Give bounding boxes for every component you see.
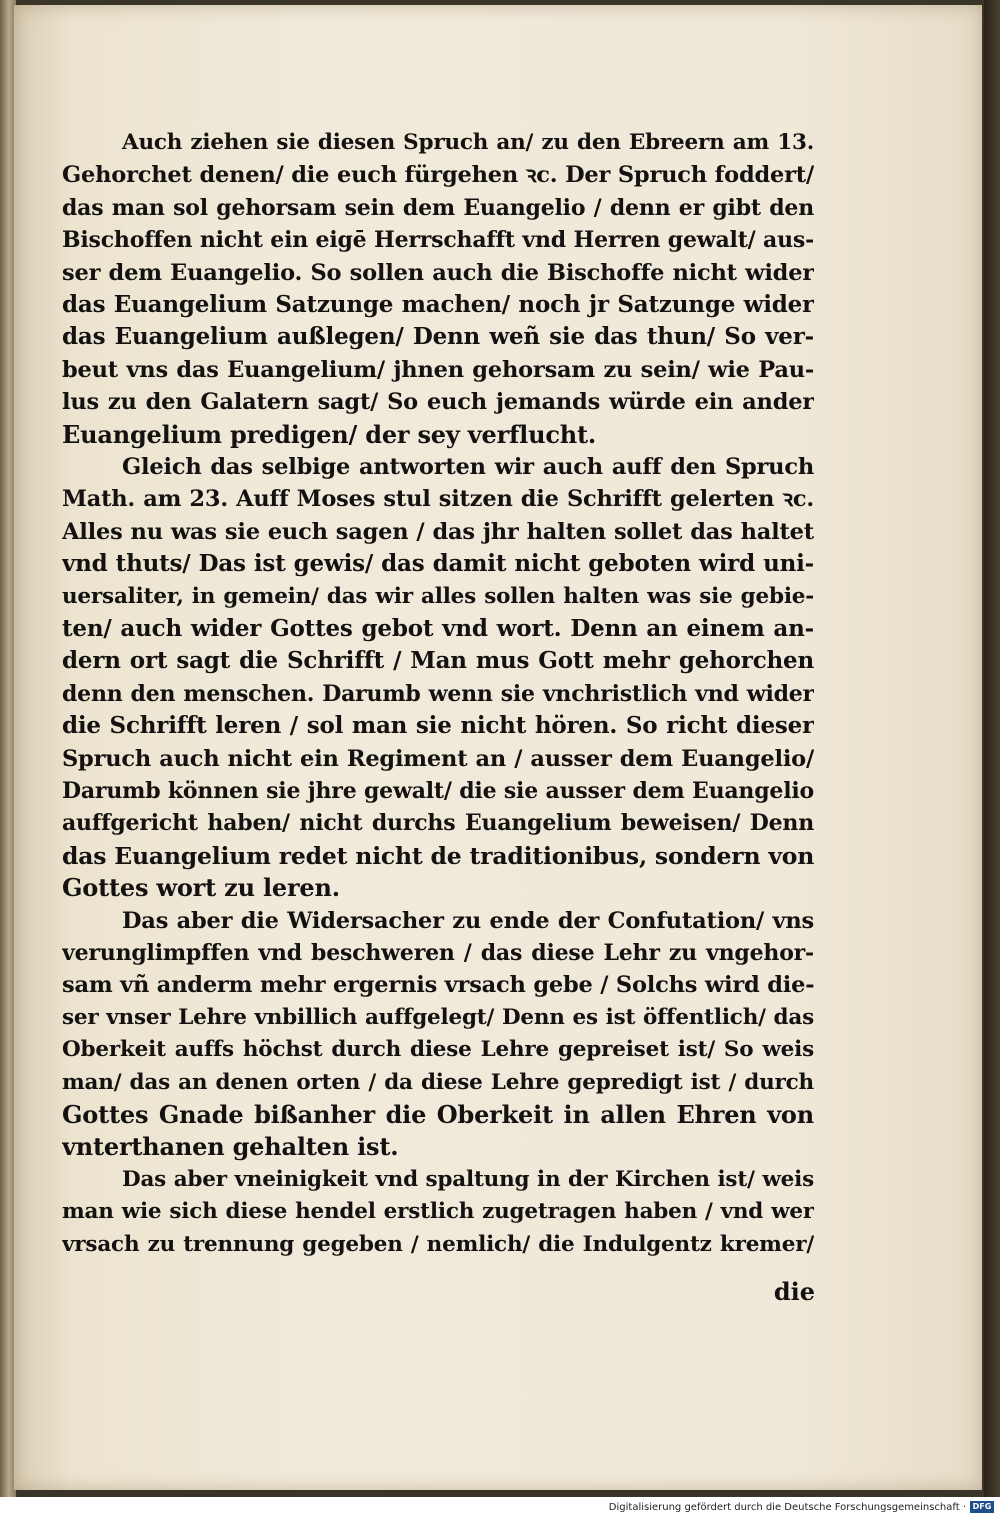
text-line: das Euangelium Satzunge machen/ noch jr Satzunge wider xyxy=(62,291,814,318)
scan-edge xyxy=(984,0,1000,1497)
text-line: Oberkeit auffs höchst durch diese Lehre gepreiset ist/ So weis xyxy=(62,1037,814,1063)
text-line: das Euangelium außlegen/ Denn weñ sie das thun/ So ver- xyxy=(62,323,814,351)
footer-bar xyxy=(0,1497,1000,1518)
text-line: Gottes Gnade bißanher die Oberkeit in allen Ehren von xyxy=(62,1100,814,1129)
text-line: vnterthanen gehalten ist. xyxy=(62,1132,399,1162)
text-line: ten/ auch wider Gottes gebot vnd wort. Denn an einem an- xyxy=(62,615,814,642)
text-line: Das aber die Widersacher zu ende der Confutation/ vns xyxy=(122,907,814,934)
text-line: Gleich das selbige antworten wir auch auff den Spruch xyxy=(122,454,814,480)
text-line: das man sol gehorsam sein dem Euangelio / denn er gibt den xyxy=(62,194,814,221)
text-line: sam vñ anderm mehr ergernis vrsach gebe / Solchs wird die- xyxy=(62,972,814,999)
text-line: die Schrifft leren / sol man sie nicht hören. So richt dieser xyxy=(62,712,814,740)
text-line: lus zu den Galatern sagt/ So euch jemands würde ein ander xyxy=(62,389,814,416)
text-line: Auch ziehen sie diesen Spruch an/ zu den Ebreern am 13. xyxy=(122,130,814,155)
text-line: Darumb können sie jhre gewalt/ die sie ausser dem Euangelio xyxy=(62,778,814,804)
text-line: ser vnser Lehre vnbillich auffgelegt/ Denn es ist öffentlich/ das xyxy=(62,1004,814,1030)
text-line: denn den menschen. Darumb wenn sie vnchristlich vnd wider xyxy=(62,680,814,707)
text-line: Math. am 23. Auff Moses stul sitzen die Schrifft gelerten ꝛc. xyxy=(62,486,814,513)
text-line: vrsach zu trennung gegeben / nemlich/ die Indulgentz kremer/ xyxy=(62,1231,814,1257)
text-line: Alles nu was sie euch sagen / das jhr halten sollet das haltet xyxy=(62,518,814,545)
catchword: die xyxy=(773,1277,815,1306)
text-line: beut vns das Euangelium/ jhnen gehorsam zu sein/ wie Pau- xyxy=(62,356,814,383)
text-line: man wie sich diese hendel erstlich zugetragen haben / vnd wer xyxy=(62,1199,814,1225)
text-line: das Euangelium redet nicht de traditionibus, sondern von xyxy=(62,841,814,870)
text-line: vnd thuts/ Das ist gewis/ das damit nicht geboten wird uni- xyxy=(62,550,814,578)
text-line: dern ort sagt die Schrifft / Man mus Gott mehr gehorchen xyxy=(62,647,814,675)
text-line: Euangelium predigen/ der sey verflucht. xyxy=(62,419,597,449)
text-line: Das aber vneinigkeit vnd spaltung in der Kirchen ist/ weis xyxy=(122,1166,814,1192)
text-line: ser dem Euangelio. So sollen auch die Bischoffe nicht wider xyxy=(62,259,814,286)
text-line: Spruch auch nicht ein Regiment an / ausser dem Euangelio/ xyxy=(62,745,814,772)
text-line: auffgericht haben/ nicht durchs Euangelium beweisen/ Denn xyxy=(62,810,814,837)
text-line: Bischoffen nicht ein eigē Herrschafft vnd Herren gewalt/ aus- xyxy=(62,227,814,254)
text-line: man/ das an denen orten / da diese Lehre gepredigt ist / durch xyxy=(62,1069,814,1095)
text-line: Gottes wort zu leren. xyxy=(62,873,340,903)
text-line: uersaliter, in gemein/ das wir alles sollen halten was sie gebie- xyxy=(62,583,814,609)
funding-credit: Digitalisierung gefördert durch die Deutsche Forschungsgemeinschaft · xyxy=(608,1502,966,1513)
dfg-logo: DFG xyxy=(970,1501,994,1513)
text-line: Gehorchet denen/ die euch fürgehen ꝛc. Der Spruch foddert/ xyxy=(62,162,814,189)
text-line: verunglimpffen vnd beschweren / das diese Lehr zu vngehor- xyxy=(62,940,814,966)
